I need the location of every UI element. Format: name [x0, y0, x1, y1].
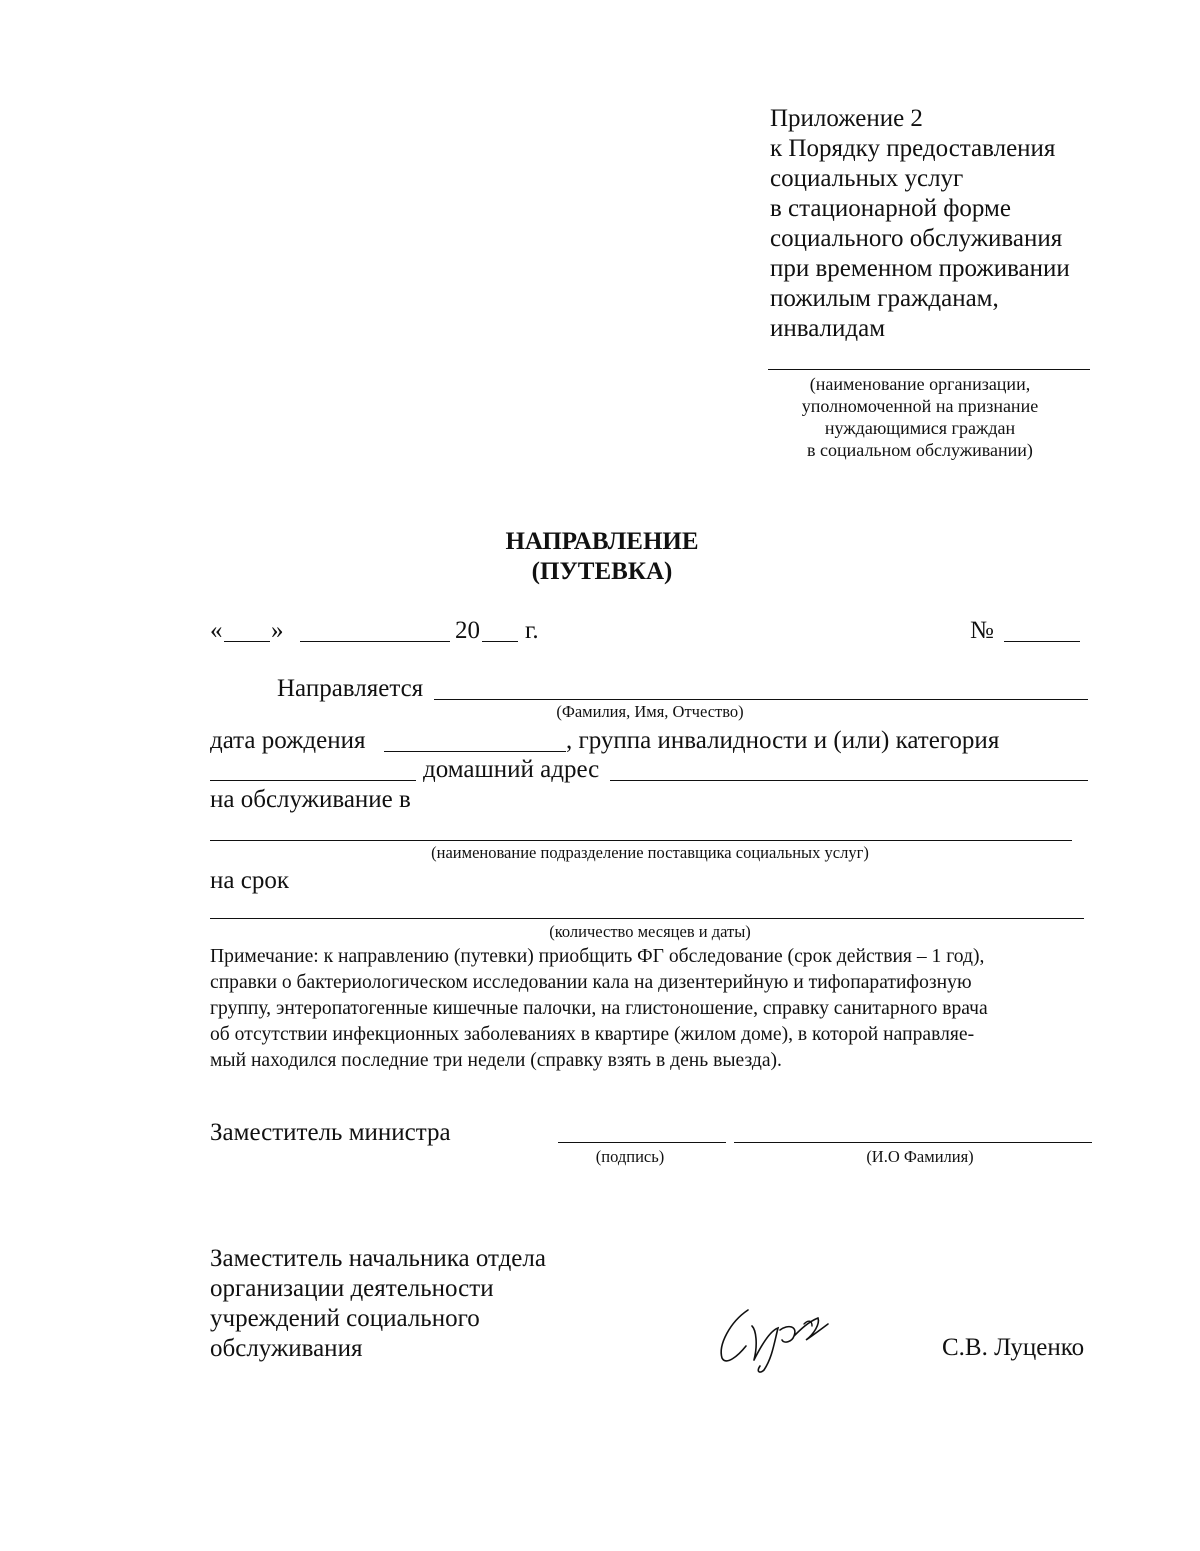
note-line: группу, энтеропатогенные кишечные палочки, на глистоношение, справку санитарного врача — [210, 998, 988, 1019]
address-label: домашний адрес — [423, 756, 600, 783]
term-caption: (количество месяцев и даты) — [549, 922, 751, 941]
disability-label: , группа инвалидности и (или) категория — [566, 727, 1000, 754]
note-line: мый находился последние три недели (справку взять в день выезда). — [210, 1050, 782, 1071]
document-title — [402, 527, 802, 587]
note-line: об отсутствии инфекционных заболеваниях в квартире (жилом доме), в которой направляе- — [210, 1024, 975, 1045]
date-close-quote: » — [271, 617, 284, 644]
note-line: Примечание: к направлению (путевки) приобщить ФГ обследование (срок действия – 1 год), — [210, 946, 985, 967]
birth-date-blank — [384, 751, 566, 752]
note-line: справки о бактериологическом исследовании кала на дизентерийную и тифопаратифозную — [210, 972, 972, 993]
org-caption-line: в социальном обслуживании) — [807, 440, 1033, 460]
footer-position — [210, 1244, 610, 1364]
provider-caption: (наименование подразделение поставщика социальных услуг) — [431, 843, 869, 862]
appendix-line: при временном проживании — [770, 255, 1070, 282]
term-label: на срок — [210, 867, 289, 894]
category-blank — [210, 780, 416, 781]
appendix-block — [770, 104, 1100, 344]
date-open-quote: « — [210, 617, 223, 644]
address-blank — [610, 780, 1088, 781]
number-blank — [1004, 641, 1080, 642]
appendix-line: инвалидам — [770, 315, 886, 342]
provider-blank — [210, 840, 1072, 841]
year-prefix: 20 — [455, 617, 480, 644]
deputy-minister-label: Заместитель министра — [210, 1119, 451, 1146]
number-label: № — [970, 617, 994, 644]
fio-blank — [434, 699, 1088, 700]
name-blank — [734, 1142, 1092, 1143]
name-caption: (И.О Фамилия) — [866, 1147, 974, 1166]
day-blank — [224, 641, 270, 642]
service-label: на обслуживание в — [210, 786, 411, 813]
appendix-line: пожилым гражданам, — [770, 285, 999, 312]
footer-position-line: учреждений социального — [210, 1305, 480, 1332]
footer-position-line: обслуживания — [210, 1335, 363, 1362]
appendix-line: социального обслуживания — [770, 225, 1063, 252]
signer-name: С.В. Луценко — [942, 1334, 1085, 1361]
directed-label: Направляется — [277, 675, 424, 702]
appendix-line: Приложение 2 — [770, 105, 923, 132]
footer-position-line: организации деятельности — [210, 1275, 494, 1302]
birth-date-label: дата рождения — [210, 727, 366, 754]
org-name-line — [768, 369, 1090, 370]
month-blank — [300, 641, 450, 642]
signature-caption: (подпись) — [595, 1147, 665, 1166]
appendix-line: социальных услуг — [770, 165, 964, 192]
term-blank — [210, 918, 1084, 919]
fio-caption: (Фамилия, Имя, Отчество) — [556, 702, 744, 721]
title-line-2: (ПУТЕВКА) — [531, 558, 673, 585]
org-caption-line: уполномоченной на признание — [801, 396, 1039, 416]
org-caption-line: (наименование организации, — [809, 374, 1031, 394]
year-blank — [482, 641, 518, 642]
org-caption — [770, 373, 1070, 461]
org-caption-line: нуждающимися граждан — [824, 418, 1016, 438]
signature-blank — [558, 1142, 726, 1143]
handwritten-signature — [708, 1300, 838, 1380]
appendix-line: в стационарной форме — [770, 195, 1011, 222]
footer-position-line: Заместитель начальника отдела — [210, 1245, 546, 1272]
appendix-line: к Порядку предоставления — [770, 135, 1056, 162]
note-block — [210, 944, 1100, 1074]
year-suffix: г. — [525, 617, 539, 644]
title-line-1: НАПРАВЛЕНИЕ — [505, 528, 699, 555]
